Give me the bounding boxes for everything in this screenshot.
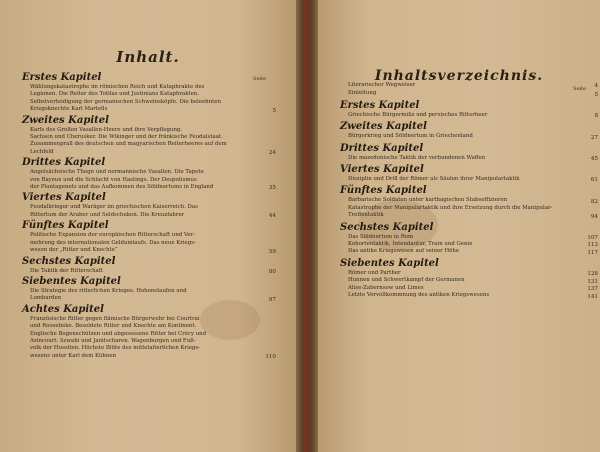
chapter-entry-label: Disziplin und Drill der Römer als Säulen ihrer Manipulartaktik (348, 176, 520, 183)
chapter-entry-page: 141 (587, 293, 598, 300)
right-page (318, 0, 600, 452)
chapter-entry-page: 45 (590, 156, 598, 163)
chapter-entry-page: 117 (587, 249, 598, 256)
chapter-summary-line: Selbstverteidigung der germanischen Schweinsköpfe. Die beleehnten (30, 98, 221, 105)
toc-chapter (340, 185, 598, 220)
chapter-entry-page: 113 (587, 242, 598, 249)
front-entry-label: Einleitung (348, 90, 377, 97)
chapter-summary-line: Kriegsknechte Karl Martells (30, 106, 108, 113)
chapter-entry (340, 241, 598, 249)
chapter-entry-label: Alise-Zabernsow und Limes (348, 284, 424, 291)
chapter-entry-label: Kohortentaktik, Intendantur, Train und Genie (348, 241, 473, 248)
chapter-entry (340, 233, 598, 242)
chapter-summary-line: Wählungskatastrophe im römischen Reich und Kataphrakte des (30, 84, 205, 90)
chapter-title: Drittes Kapitel (340, 142, 424, 154)
toc-chapter (22, 192, 276, 220)
right-toc (340, 82, 598, 301)
chapter-entry-page: 137 (587, 286, 598, 293)
chapter-title: Zweites Kapitel (340, 121, 427, 133)
book-gutter (296, 0, 318, 452)
chapter-summary-line: Die Strategie des ritterlichen Krieges. Hohenstaufen und (30, 287, 187, 294)
chapter-summary-line: Die Taktik der Ritterschaft (30, 267, 103, 274)
left-page (0, 0, 296, 452)
chapter-summary-line: Legionen. Die Reiter des Totilas und Justinians Kataphrakten. (30, 91, 200, 98)
chapter-title: Erstes Kapitel (22, 72, 102, 83)
chapter-summary-line: Politische Expansion der europäischen Ritterschaft und Ver- (30, 232, 195, 239)
chapter-entry (340, 154, 598, 163)
chapter-summary-line: Angelsächsische Thegn und normannische Vasallen. Die Tapete (30, 169, 204, 176)
toc-chapter (22, 114, 276, 157)
chapter-title: Siebentes Kapitel (22, 275, 121, 287)
chapter-entry-label: Katastrophe der Manipulartaktik und ihre Ersetzung durch die Manipular- (348, 204, 553, 211)
chapter-summary-line: Rittertum der Araber und Seldschuken. Die Kreuzfahrer (30, 211, 185, 218)
chapter-summary-line: Lechfeld (30, 148, 54, 155)
chapter-summary-line: volk der Hussiten. Höchste Blüte des mittelalterlichen Kriegs- (30, 345, 201, 352)
chapter-title: Viertes Kapitel (340, 164, 424, 176)
chapter-summary-line: Azincourt. Szwahi und Janitscharen. Wagenburgen und Fuß- (30, 337, 196, 344)
toc-chapter (340, 164, 598, 184)
chapter-entry (340, 111, 598, 120)
chapter-page-number: 59 (268, 248, 276, 255)
chapter-title: Siebentes Kapitel (340, 257, 439, 269)
chapter-title: Zweites Kapitel (22, 114, 109, 126)
right-page-heading: Inhaltsverzeichnis. (374, 68, 544, 84)
front-entry-label: Literarischer Wegweiser (348, 82, 416, 88)
chapter-summary-line: Lombarden (30, 295, 62, 302)
chapter-entry-label: Treffentaktik (348, 212, 384, 219)
chapter-title: Fünftes Kapitel (340, 185, 427, 197)
chapter-summary-line: von Bayeux und die Schlacht von Hastings. Der Despotismus (30, 176, 197, 183)
chapter-title: Sechstes Kapitel (22, 255, 116, 267)
toc-chapter (340, 221, 598, 256)
chapter-entry (340, 284, 598, 293)
chapter-entry (340, 176, 598, 184)
chapter-entry (340, 205, 584, 212)
toc-chapter (340, 142, 598, 163)
chapter-page-number: 97 (268, 296, 276, 303)
chapter-title: Viertes Kapitel (22, 192, 106, 204)
toc-chapter (22, 157, 276, 192)
chapter-entry-label: Griechische Bürgermiliz und persisches Ritterheer (348, 111, 488, 118)
left-page-heading: Inhalt. (116, 48, 180, 66)
front-entry-page: 4 (594, 83, 598, 90)
right-seite-label: Seite (573, 86, 586, 92)
chapter-entry (340, 292, 598, 300)
chapter-entry-page: 131 (587, 278, 598, 285)
chapter-entry-label: Hunnen und Schwertkampf der Germanen (348, 277, 465, 284)
chapter-entry (340, 133, 598, 141)
chapter-title: Drittes Kapitel (22, 157, 106, 169)
chapter-page-number: 80 (268, 268, 276, 275)
chapter-entry-label: Die mazedonische Taktik der verbundenen Waffen (348, 154, 486, 161)
toc-chapter (340, 257, 598, 300)
chapter-page-number: 24 (268, 150, 276, 157)
chapter-page-number: 110 (265, 354, 276, 361)
chapter-entry-page: 128 (587, 271, 598, 278)
chapter-title: Achtes Kapitel (22, 303, 104, 315)
chapter-entry (340, 212, 598, 220)
chapter-entry-label: Römer und Parther (348, 269, 401, 276)
chapter-entry (340, 248, 598, 256)
chapter-summary-line: und Roosebeke. Besoldete Ritter und Knechte am Kontinent. (30, 323, 197, 330)
chapter-entry-page: 107 (587, 235, 598, 242)
chapter-summary-line: Französische Ritter gegen flämische Bürgerwehr bei Courtrai (30, 315, 200, 322)
toc-chapter (22, 220, 276, 255)
chapter-summary-line: Zusammenprall des deutschen und magyarischen Reiterheeres auf dem (30, 141, 227, 148)
chapter-entry-page: 61 (590, 177, 598, 184)
left-toc (22, 72, 276, 361)
chapter-summary-line: wesen der „Ritter und Knechte“ (30, 247, 118, 254)
toc-chapter (22, 72, 276, 114)
chapter-summary-line: Englische Bogenschützen und abgesessene Ritter bei Crécy und (30, 330, 207, 337)
toc-chapter (340, 121, 598, 141)
left-seite-label: Seite (253, 76, 266, 82)
chapter-entry-label: Das Söldnertum in Rom (348, 233, 414, 240)
chapter-title: Erstes Kapitel (340, 99, 420, 111)
toc-chapter (22, 255, 276, 275)
chapter-entry (340, 197, 598, 205)
chapter-entry (340, 277, 598, 285)
chapter-summary-line: Karls des Großen Vasallen-Heere und ihre Verpflegung. (30, 126, 183, 133)
toc-chapter (340, 99, 598, 120)
chapter-title: Sechstes Kapitel (340, 221, 434, 233)
chapter-entry-label: Barbarische Soldaten unter karthagischen Stabsoffizieren (348, 197, 508, 204)
chapter-entry (340, 269, 598, 278)
chapter-entry-page: 8 (594, 113, 598, 120)
chapter-entry-label: Das antike Kriegswesen auf seiner Höhe (348, 248, 460, 255)
chapter-page-number: 44 (268, 213, 276, 220)
chapter-summary-line: Feudalkrieger und Waräger im griechischen Kaiserreich. Das (30, 204, 198, 211)
front-entry-page: 5 (594, 91, 598, 98)
chapter-entry-page: 27 (590, 134, 598, 141)
chapter-page-number: 5 (272, 107, 276, 114)
toc-front-entry (340, 90, 598, 98)
chapter-entry-label: Letzte Vervollkommnung des antiken Kriegswesens (348, 292, 490, 299)
chapter-page-number: 35 (268, 185, 276, 192)
chapter-entry-page: 82 (590, 198, 598, 205)
chapter-summary-line: Sachsen und Cherusker. Die Wikinger und der fränkische Feudalstaat. (30, 134, 223, 141)
chapter-entry-label: Bürgerkrieg und Söldnertum in Griechenland (348, 133, 473, 140)
toc-chapter (22, 303, 276, 361)
chapter-summary-line: der Plantagenets und das Aufkommen des Söldnertums in England (30, 184, 214, 191)
chapter-entry-page: 94 (590, 213, 598, 220)
chapter-summary-line: wesens unter Karl dem Kühnen (30, 352, 117, 359)
chapter-summary-line: mehrung des internationalen Geldumlaufs. Das neue Kriegs- (30, 239, 196, 246)
toc-chapter (22, 275, 276, 303)
chapter-title: Fünftes Kapitel (22, 220, 109, 232)
